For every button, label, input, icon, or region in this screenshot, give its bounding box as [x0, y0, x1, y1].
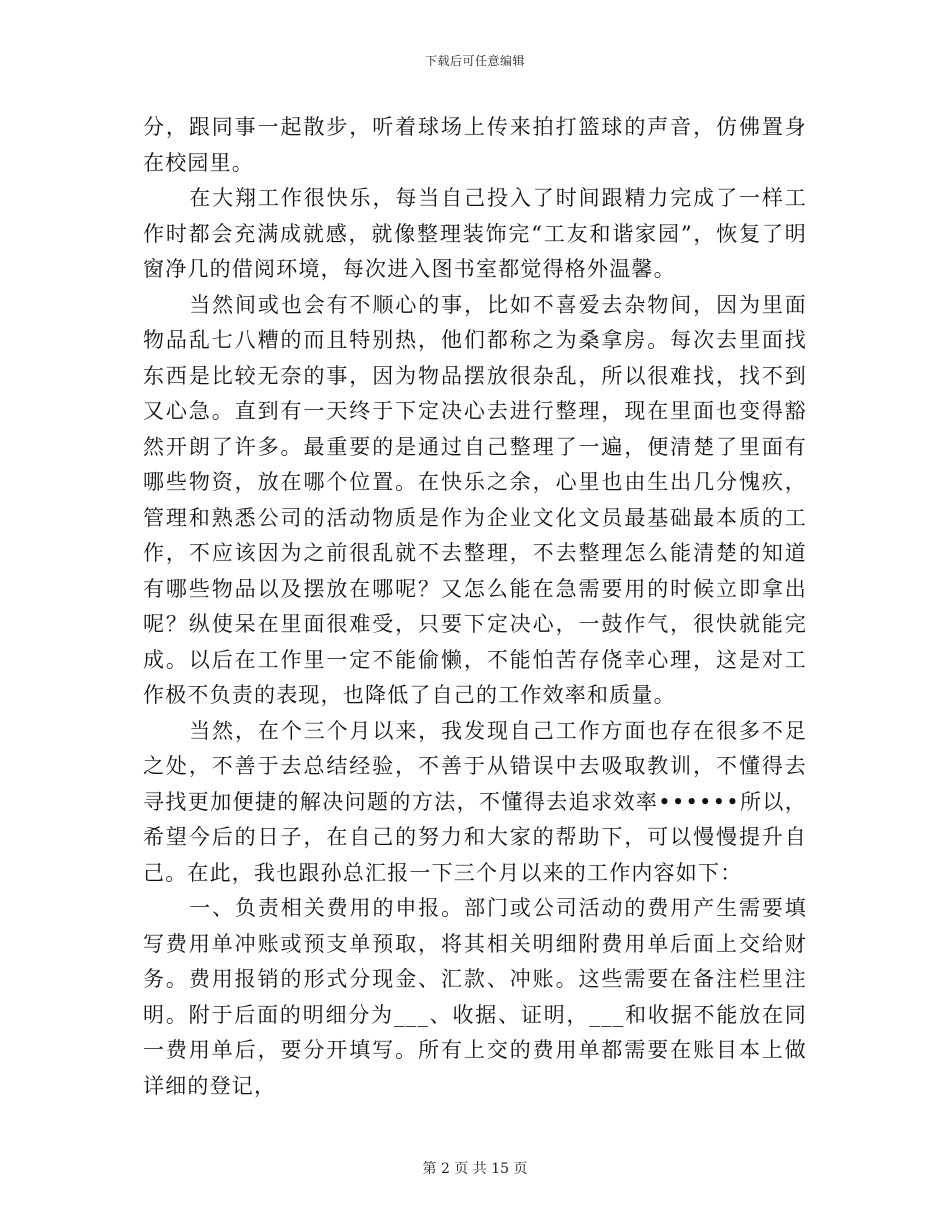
document-body: [143, 110, 807, 1104]
paragraph-4: 当然，在个三个月以来，我发现自己工作方面也存在很多不足之处，不善于去总结经验，不善于从错误中去吸取教训，不懂得去寻找更加便捷的解决问题的方法，不懂得去追求效率••••••所以，希望今后的日子，在自己的努力和大家的帮助下，可以慢慢提升自己。在此，我也跟孙总汇报一下三个月以来的工作内容如下：: [143, 718, 807, 885]
paragraph-1: 分，跟同事一起散步，听着球场上传来拍打篮球的声音，仿佛置身在校园里。: [143, 115, 807, 175]
paragraph-3: 当然间或也会有不顺心的事，比如不喜爱去杂物间，因为里面物品乱七八糟的而且特别热，他们都称之为桑拿房。每次去里面找东西是比较无奈的事，因为物品摆放很杂乱，所以很难找，找不到又心急。直到有一天终于下定决心去进行整理，现在里面也变得豁然开朗了许多。最重要的是通过自己整理了一遍，便清楚了里面有哪些物资，放在哪个位置。在快乐之余，心里也由生出几分愧疚，管理和熟悉公司的活动物质是作为企业文化文员最基础最本质的工作，不应该因为之前很乱就不去整理，不去整理怎么能清楚的知道有哪些物品以及摆放在哪呢？又怎么能在急需要用的时候立即拿出呢？纵使呆在里面很难受，只要下定决心，一鼓作气，很快就能完成。以后在工作里一定不能偷懒，不能怕苦存侥幸心理，这是对工作极不负责的表现，也降低了自己的工作效率和质量。: [143, 292, 807, 707]
paragraph-2: 在大翔工作很快乐，每当自己投入了时间跟精力完成了一样工作时都会充满成就感，就像整理装饰完“工友和谐家园”，恢复了明窗净几的借阅环境，每次进入图书室都觉得格外温馨。: [143, 186, 807, 281]
paragraph-5: 一、负责相关费用的申报。部门或公司活动的费用产生需要填写费用单冲账或预支单预取，将其相关明细附费用单后面上交给财务。费用报销的形式分现金、汇款、冲账。这些需要在备注栏里注明。附于后面的明细分为___、收据、证明，___和收据不能放在同一费用单后，要分开填写。所有上交的费用单都需要在账目本上做详细的登记，: [143, 896, 807, 1098]
page-footer: 第 2 页 共 15 页: [422, 1161, 528, 1177]
page-header: 下载后可任意编辑: [424, 54, 525, 68]
